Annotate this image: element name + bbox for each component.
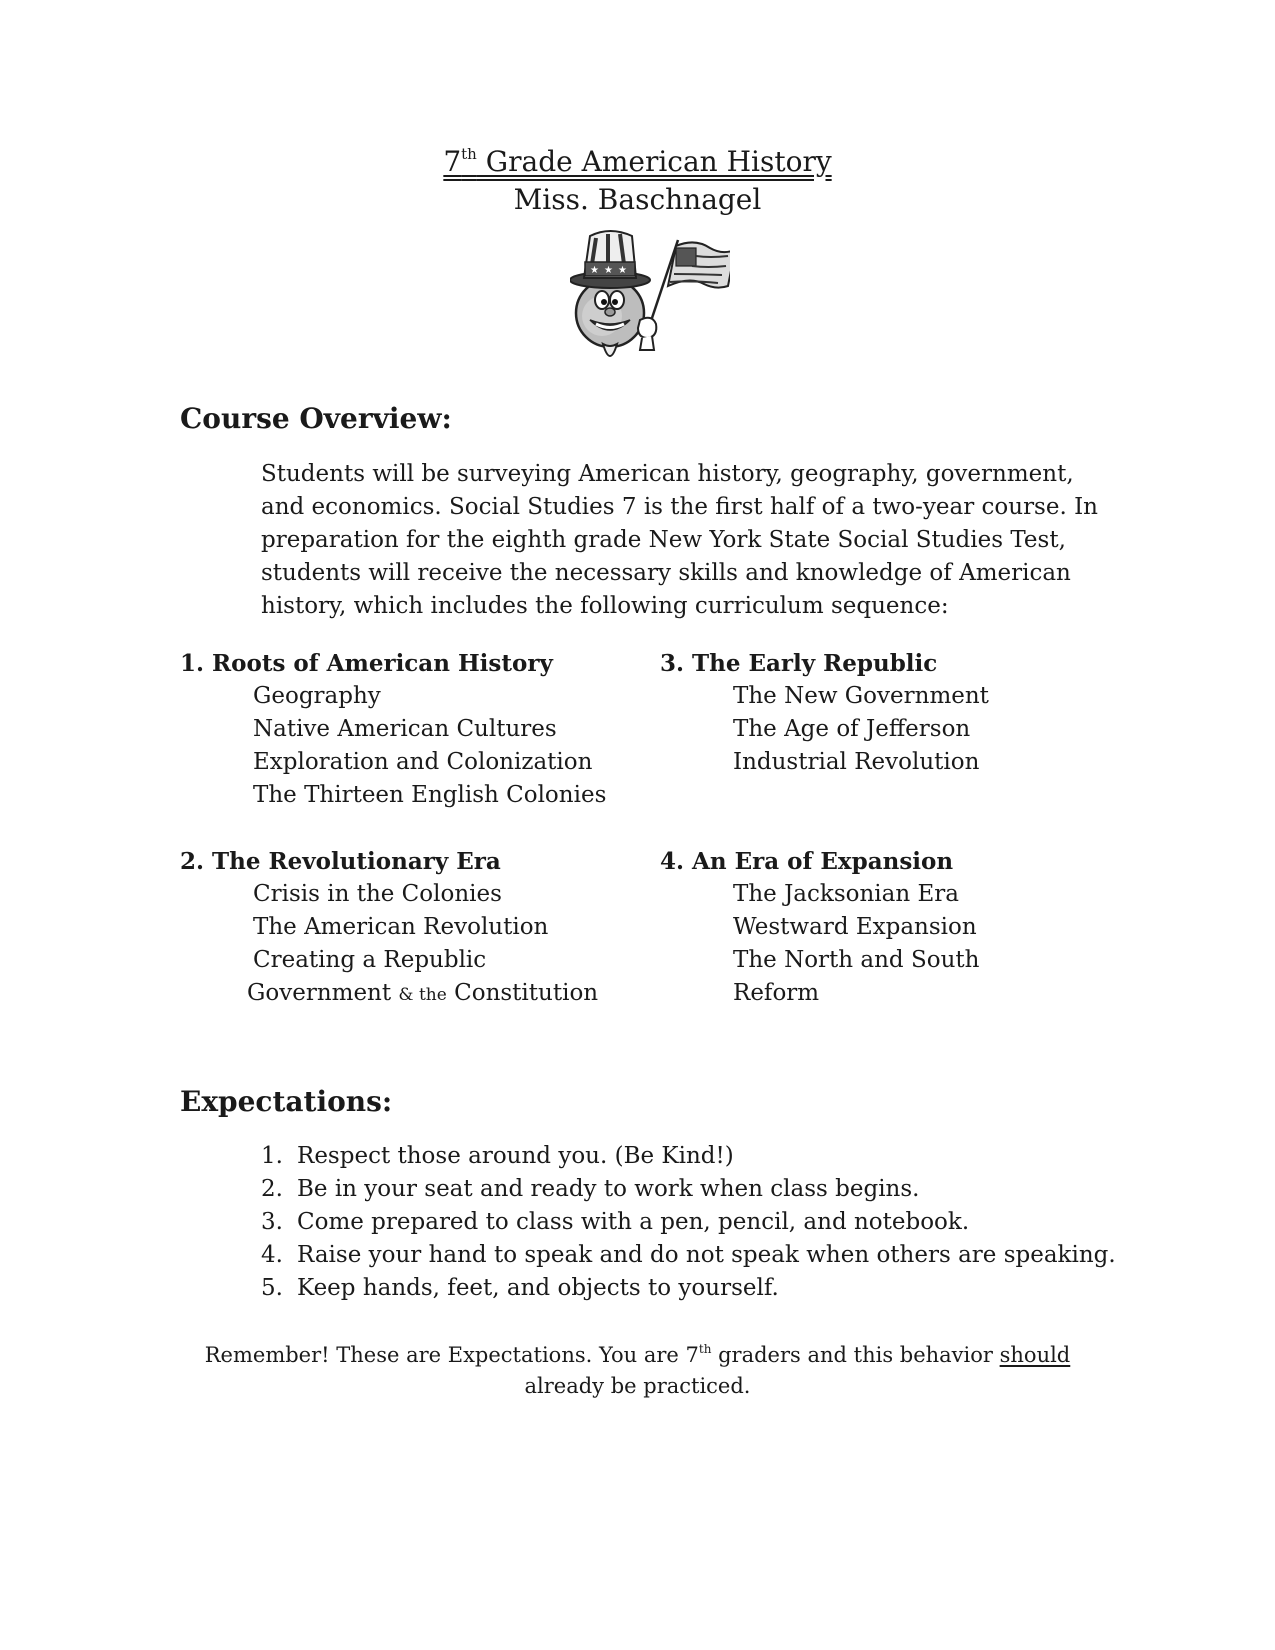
svg-text:★: ★ [590, 265, 599, 276]
unit-topic: Native American Cultures [253, 716, 557, 742]
unit-topic: Reform [733, 980, 820, 1006]
unit-topic: Exploration and Colonization [253, 749, 593, 775]
title-rest: Grade American History [476, 145, 832, 178]
overview-line: and economics. Social Studies 7 is the first half of a two-year course. In [261, 494, 1098, 520]
expectation-text: Raise your hand to speak and do not speak when others are speaking. [297, 1242, 1116, 1268]
expectation-item [261, 1239, 1116, 1272]
expectation-number: 2. [261, 1176, 283, 1202]
title-superscript: th [461, 145, 477, 163]
remember-superscript: th [698, 1342, 712, 1356]
expectation-number: 1. [261, 1143, 283, 1169]
unit-title: 4. An Era of Expansion [660, 848, 954, 875]
unit-topic: The Age of Jefferson [733, 716, 971, 742]
expectation-text: Be in your seat and ready to work when class begins. [297, 1176, 920, 1202]
remember-underlined-word: should [999, 1343, 1071, 1367]
expectations-heading: Expectations: [180, 1085, 393, 1118]
course-overview-heading: Course Overview: [180, 402, 452, 435]
unit-topic-list [733, 680, 989, 779]
overview-line: students will receive the necessary skills and knowledge of American [261, 560, 1071, 586]
unit-4 [660, 845, 979, 1010]
unit-topic-list [247, 878, 599, 1012]
expectation-text: Respect those around you. (Be Kind!) [297, 1143, 734, 1169]
expectation-item [261, 1140, 1116, 1173]
unit-topic: The Jacksonian Era [733, 881, 959, 907]
unit-topic [247, 977, 598, 1012]
unit-topic: Crisis in the Colonies [253, 881, 502, 907]
expectations-list [261, 1140, 1116, 1305]
unit-topic: Westward Expansion [733, 914, 977, 940]
unit-title: 2. The Revolutionary Era [180, 848, 501, 875]
page-title-text [443, 145, 831, 178]
unit-topic-list [733, 878, 979, 1010]
uncle-sam-smiley-with-flag-icon [570, 228, 730, 368]
topic-text: Government [247, 980, 399, 1006]
unit-2 [180, 845, 598, 1012]
remember-text: graders and this behavior [711, 1343, 1000, 1367]
remember-line-2: already be practiced. [524, 1374, 751, 1398]
expectation-item [261, 1272, 1116, 1305]
svg-text:★: ★ [604, 265, 613, 276]
unit-topic-list [253, 680, 606, 812]
unit-title: 1. Roots of American History [180, 650, 553, 677]
expectation-text: Come prepared to class with a pen, pencil, and notebook. [297, 1209, 970, 1235]
unit-topic: Geography [253, 683, 381, 709]
unit-topic: Industrial Revolution [733, 749, 980, 775]
topic-ampersand: & the [398, 985, 447, 1005]
unit-1 [180, 647, 606, 812]
overview-line: history, which includes the following curriculum sequence: [261, 593, 949, 619]
expectation-number: 5. [261, 1275, 283, 1301]
unit-topic: The New Government [733, 683, 989, 709]
overview-line: Students will be surveying American history, geography, government, [261, 461, 1074, 487]
remember-line-1 [0, 1340, 1275, 1371]
remember-text: Remember! These are Expectations. You are 7 [204, 1343, 699, 1367]
course-overview-paragraph [261, 458, 1098, 623]
expectation-number: 4. [261, 1242, 283, 1268]
unit-topic: Creating a Republic [253, 947, 487, 973]
page-title [0, 145, 1275, 179]
unit-topic: The North and South [733, 947, 980, 973]
overview-line: preparation for the eighth grade New York State Social Studies Test, [261, 527, 1066, 553]
unit-3 [660, 647, 989, 779]
expectation-text: Keep hands, feet, and objects to yourself. [297, 1275, 779, 1301]
expectation-item [261, 1206, 1116, 1239]
remember-note [0, 1340, 1275, 1402]
unit-topic: The Thirteen English Colonies [253, 782, 607, 808]
expectation-item [261, 1173, 1116, 1206]
teacher-name: Miss. Baschnagel [513, 183, 762, 216]
topic-text: Constitution [446, 980, 599, 1006]
unit-title: 3. The Early Republic [660, 650, 938, 677]
unit-topic: The American Revolution [253, 914, 549, 940]
title-number: 7 [443, 145, 462, 178]
expectation-number: 3. [261, 1209, 283, 1235]
svg-text:★: ★ [618, 265, 627, 276]
